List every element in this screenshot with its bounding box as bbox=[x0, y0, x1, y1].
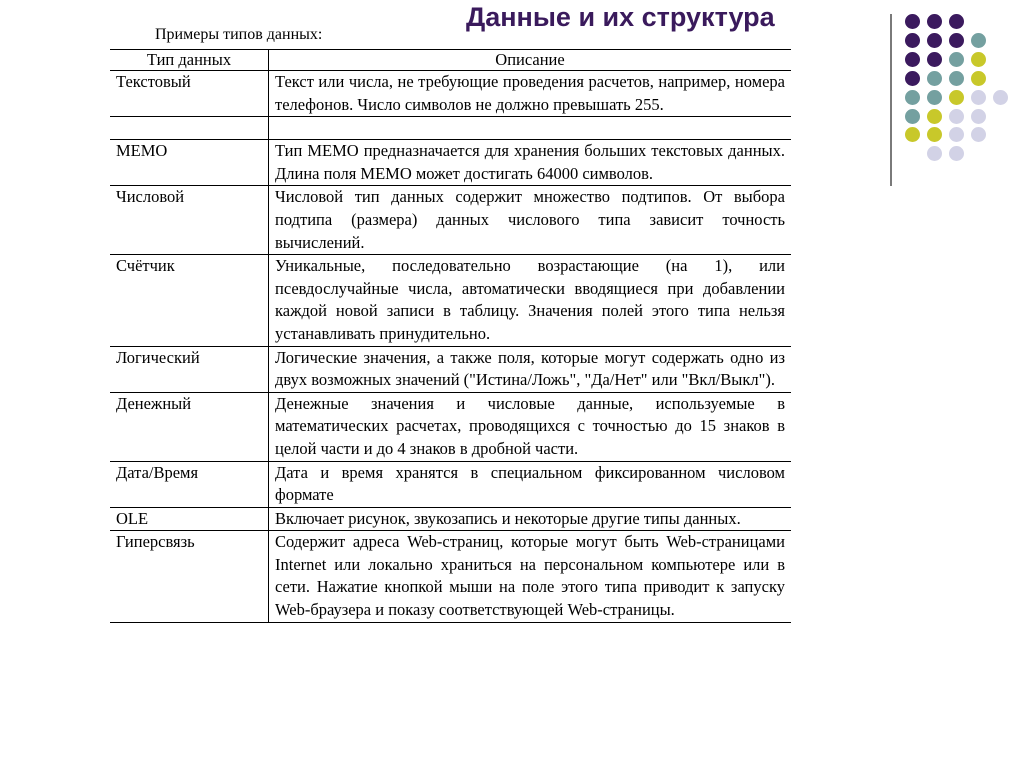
type-cell: МЕМО bbox=[110, 140, 269, 186]
description-cell: Числовой тип данных содержит множество подтипов. От выбора подтипа (размера) данных числового типа зависит точность вычислений. bbox=[269, 186, 792, 255]
description-cell: Текст или числа, не требующие проведения расчетов, например, номера телефонов. Число символов не должно превышать 255. bbox=[269, 71, 792, 117]
decor-dot bbox=[949, 14, 964, 29]
table-caption: Примеры типов данных: bbox=[155, 26, 323, 43]
description-cell: Включает рисунок, звукозапись и некоторые другие типы данных. bbox=[269, 507, 792, 531]
type-cell: Денежный bbox=[110, 392, 269, 461]
decor-dot bbox=[927, 14, 942, 29]
data-types-table bbox=[110, 49, 791, 623]
description-cell: Денежные значения и числовые данные, используемые в математических расчетах, проводящихся с точностью до 15 знаков в целой части и до 4 знаков в дробной части. bbox=[269, 392, 792, 461]
decor-dot bbox=[905, 90, 920, 105]
slide-title: Данные и их структура bbox=[466, 2, 775, 32]
decor-dot bbox=[993, 90, 1008, 105]
decor-dot bbox=[905, 33, 920, 48]
type-cell: Текстовый bbox=[110, 71, 269, 117]
type-cell: Гиперсвязь bbox=[110, 531, 269, 622]
table-row bbox=[110, 140, 791, 186]
decor-dot bbox=[949, 71, 964, 86]
description-cell: Дата и время хранятся в специальном фиксированном числовом формате bbox=[269, 461, 792, 507]
decor-dot bbox=[905, 52, 920, 67]
type-cell bbox=[110, 117, 269, 140]
description-cell: Уникальные, последовательно возрастающие (на 1), или псевдослучайные числа, автоматически вводящиеся при добавлении каждой новой записи в таблицу. Значения полей этого типа нельзя устанавливать принудительно. bbox=[269, 255, 792, 346]
decor-dot bbox=[949, 33, 964, 48]
decor-dot bbox=[971, 52, 986, 67]
decor-dot bbox=[905, 127, 920, 142]
description-cell: Тип МЕМО предназначается для хранения больших текстовых данных. Длина поля МЕМО может достигать 64000 символов. bbox=[269, 140, 792, 186]
decor-dot bbox=[927, 90, 942, 105]
decor-dot bbox=[927, 52, 942, 67]
decor-dot bbox=[949, 146, 964, 161]
decor-dot bbox=[949, 127, 964, 142]
description-cell: Содержит адреса Web-страниц, которые могут быть Web-страницами Internet или локально храниться на персональном компьютере или в сети. Нажатие кнопкой мыши на поле этого типа приводит к запуску Web-браузера и показу соответствующей Web-страницы. bbox=[269, 531, 792, 622]
type-cell: Числовой bbox=[110, 186, 269, 255]
decor-dot bbox=[971, 127, 986, 142]
type-cell: Логический bbox=[110, 346, 269, 392]
decor-dot bbox=[927, 109, 942, 124]
decor-dot bbox=[971, 33, 986, 48]
table-row bbox=[110, 255, 791, 346]
table-row bbox=[110, 392, 791, 461]
decor-dot bbox=[905, 14, 920, 29]
header-description: Описание bbox=[269, 50, 792, 71]
table-row bbox=[110, 186, 791, 255]
table-row bbox=[110, 71, 791, 117]
header-type: Тип данных bbox=[110, 50, 269, 71]
table-row bbox=[110, 346, 791, 392]
decor-dot bbox=[971, 90, 986, 105]
type-cell: Дата/Время bbox=[110, 461, 269, 507]
decor-dot bbox=[949, 52, 964, 67]
decor-dot bbox=[971, 71, 986, 86]
decor-dot bbox=[927, 33, 942, 48]
decor-dot bbox=[949, 90, 964, 105]
description-cell: Логические значения, а также поля, которые могут содержать одно из двух возможных значений ("Истина/Ложь", "Да/Нет" или "Вкл/Выкл"). bbox=[269, 346, 792, 392]
decor-dot bbox=[927, 127, 942, 142]
table-row bbox=[110, 507, 791, 531]
table-row bbox=[110, 461, 791, 507]
table-row-empty bbox=[110, 117, 791, 140]
type-cell: Счётчик bbox=[110, 255, 269, 346]
decor-divider bbox=[890, 14, 892, 186]
decor-dot bbox=[905, 71, 920, 86]
description-cell bbox=[269, 117, 792, 140]
table-row bbox=[110, 531, 791, 622]
decor-dot bbox=[905, 109, 920, 124]
decor-dot bbox=[971, 109, 986, 124]
decor-dot bbox=[927, 71, 942, 86]
type-cell: OLE bbox=[110, 507, 269, 531]
decor-dot bbox=[949, 109, 964, 124]
decor-dot bbox=[927, 146, 942, 161]
